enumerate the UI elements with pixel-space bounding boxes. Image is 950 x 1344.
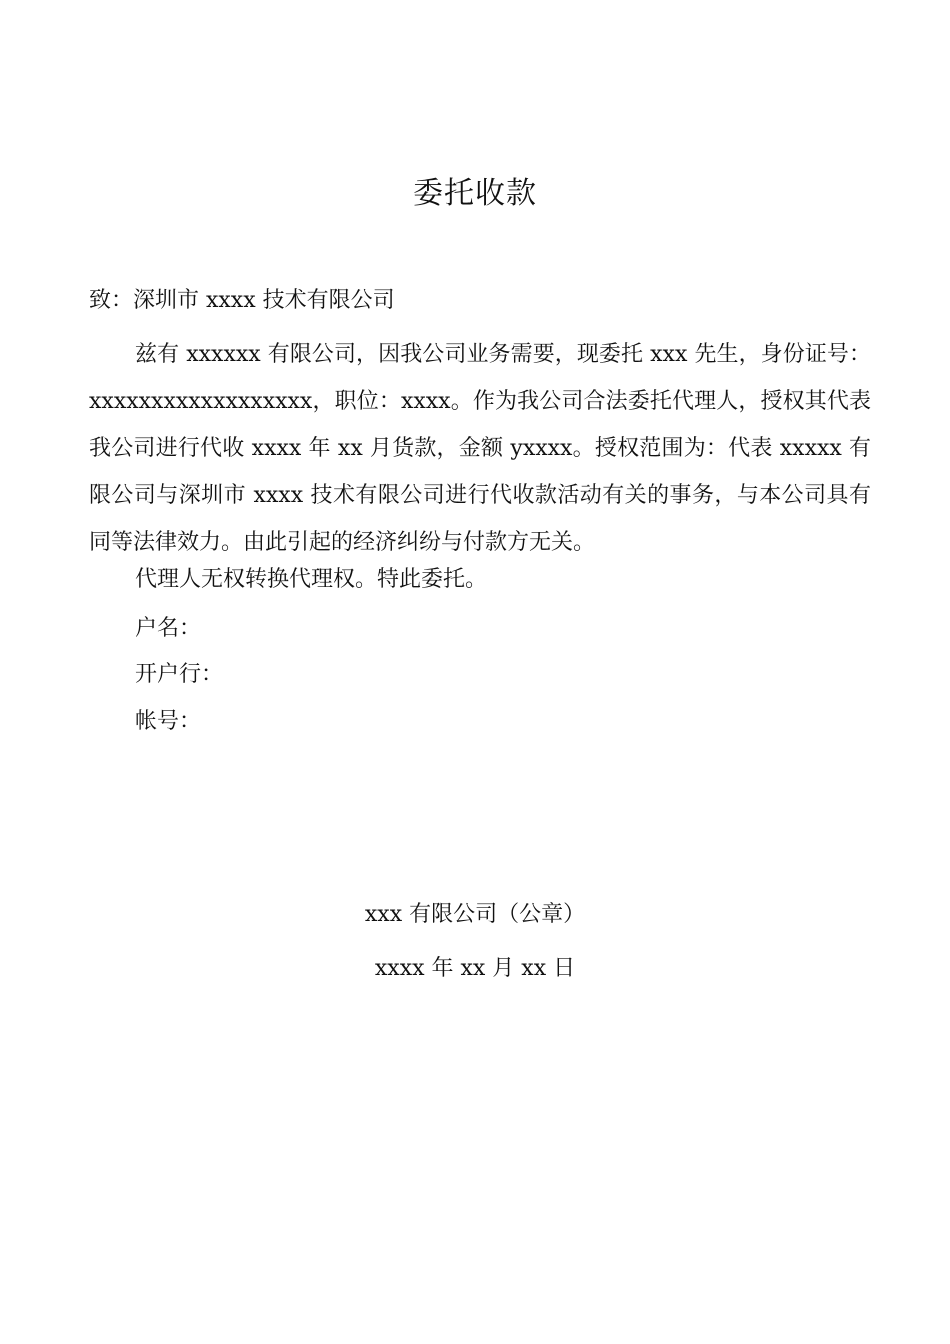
document-title: 委托收款 (413, 176, 537, 211)
company-signature: xxx 有限公司（公章） (364, 902, 586, 927)
account-number-label: 帐号： (135, 709, 202, 734)
bank-label: 开户行： (135, 662, 224, 687)
non-transferable-statement: 代理人无权转换代理权。特此委托。 (135, 567, 488, 592)
account-name-label: 户名： (135, 616, 202, 641)
authorization-paragraph: 兹有 xxxxxx 有限公司，因我公司业务需要，现委托 xxx 先生，身份证号：xxxxxxxxxxxxxxxxxx，职位：xxxx。作为我公司合法委托代理人，授权其代表我公司进行代收 xxxx 年 xx 月货款，金额 yxxxx。授权范围为：代表 xxxxx 有限公司与深圳市 xxxx 技术有限公司进行代收款活动有关的事务，与本公司具有同等法律效力。由此引起的经济纠纷与付款方无关。 (89, 342, 871, 555)
signature-date: xxxx 年 xx 月 xx 日 (374, 956, 576, 981)
addressee-line: 致：深圳市 xxxx 技术有限公司 (89, 288, 395, 313)
